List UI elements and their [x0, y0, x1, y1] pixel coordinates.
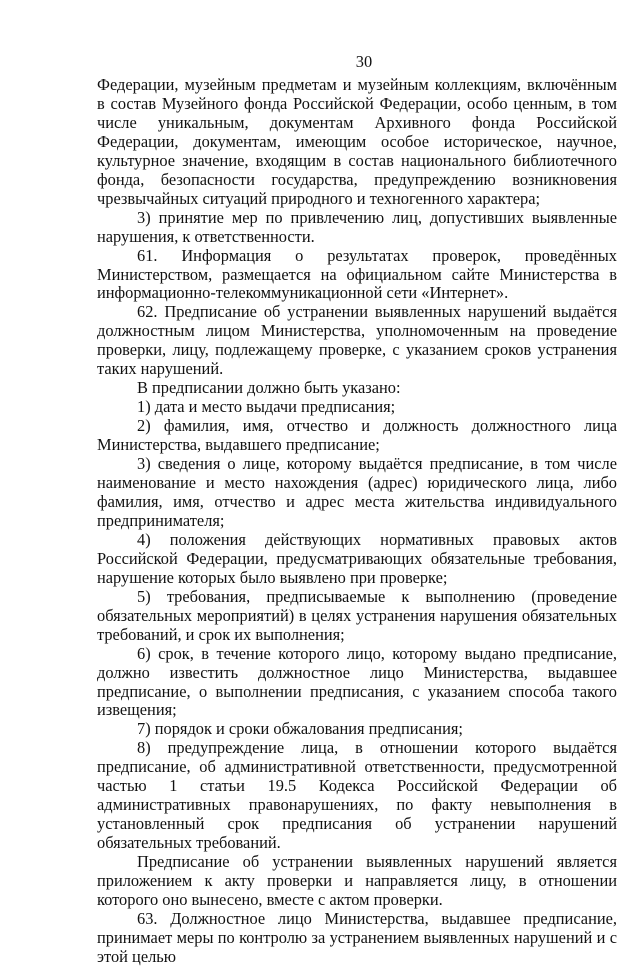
paragraph-attachment: Предписание об устранении выявленных нарушений является приложением к акту проверки и направляется лицу, в отношении которого оно вынесено, вместе с актом проверки. [97, 852, 617, 909]
list-item-3: 3) сведения о лице, которому выдаётся предписание, в том числе наименование и место нахождения (адрес) юридического лица, либо фамилия, имя, отчество и адрес места жительства индивидуального предпринимателя; [97, 454, 617, 530]
list-item-2: 2) фамилия, имя, отчество и должность должностного лица Министерства, выдавшего предписание; [97, 416, 617, 455]
list-item-6: 6) срок, в течение которого лицо, которому выдано предписание, должно известить должностное лицо Министерства, выдавшее предписание, о выполнении предписания, с указанием способа такого извещения; [97, 643, 617, 720]
list-item-4: 4) положения действующих нормативных правовых актов Российской Федерации, предусматривающих обязательные требования, нарушение которых было выявлено при проверке; [97, 529, 617, 587]
list-item-8: 8) предупреждение лица, в отношении которого выдаётся предписание, об административной ответственности, предусмотренной частью 1 статьи 19.5 Кодекса Российской Федерации об административных правонарушениях, по факту невыполнения в установленный срок предписания об устранении нарушений обязательных требований. [97, 738, 617, 853]
paragraph-62: 62. Предписание об устранении выявленных нарушений выдаётся должностным лицом Министерства, уполномоченным на проведение проверки, лицу, подлежащему проверке, с указанием сроков устранения таких нарушений. [97, 302, 617, 379]
list-item-1: 1) дата и место выдачи предписания; [137, 397, 396, 417]
list-item-5: 5) требования, предписываемые к выполнению (проведение обязательных мероприятий) в целях устранения нарушения обязательных требований, и срок их выполнения; [97, 586, 617, 644]
paragraph-item-3: 3) принятие мер по привлечению лиц, допустивших выявленные нарушения, к ответственности. [97, 207, 617, 246]
page-number: 30 [355, 52, 373, 71]
document-page [97, 50, 617, 967]
paragraph-order-intro: В предписании должно быть указано: [137, 378, 401, 398]
list-item-7: 7) порядок и сроки обжалования предписания; [137, 719, 463, 739]
paragraph-continued: Федерации, музейным предметам и музейным коллекциям, включённым в состав Музейного фонда Российской Федерации, особо ценным, в том числе уникальным, документам Архивного фонда Российской Федерации, документам, имеющим особое историческое, научное, культурное значение, входящим в состав национального библиотечного фонда, безопасности государства, предупреждению возникновения чрезвычайных ситуаций природного и техногенного характера; [97, 75, 617, 208]
paragraph-61: 61. Информация о результатах проверок, проведённых Министерством, размещается на официальном сайте Министерства в информационно-телекоммуникационной сети «Интернет». [97, 245, 617, 303]
paragraph-63: 63. Должностное лицо Министерства, выдавшее предписание, принимает меры по контролю за устранением выявленных нарушений и с этой целью [97, 908, 617, 966]
